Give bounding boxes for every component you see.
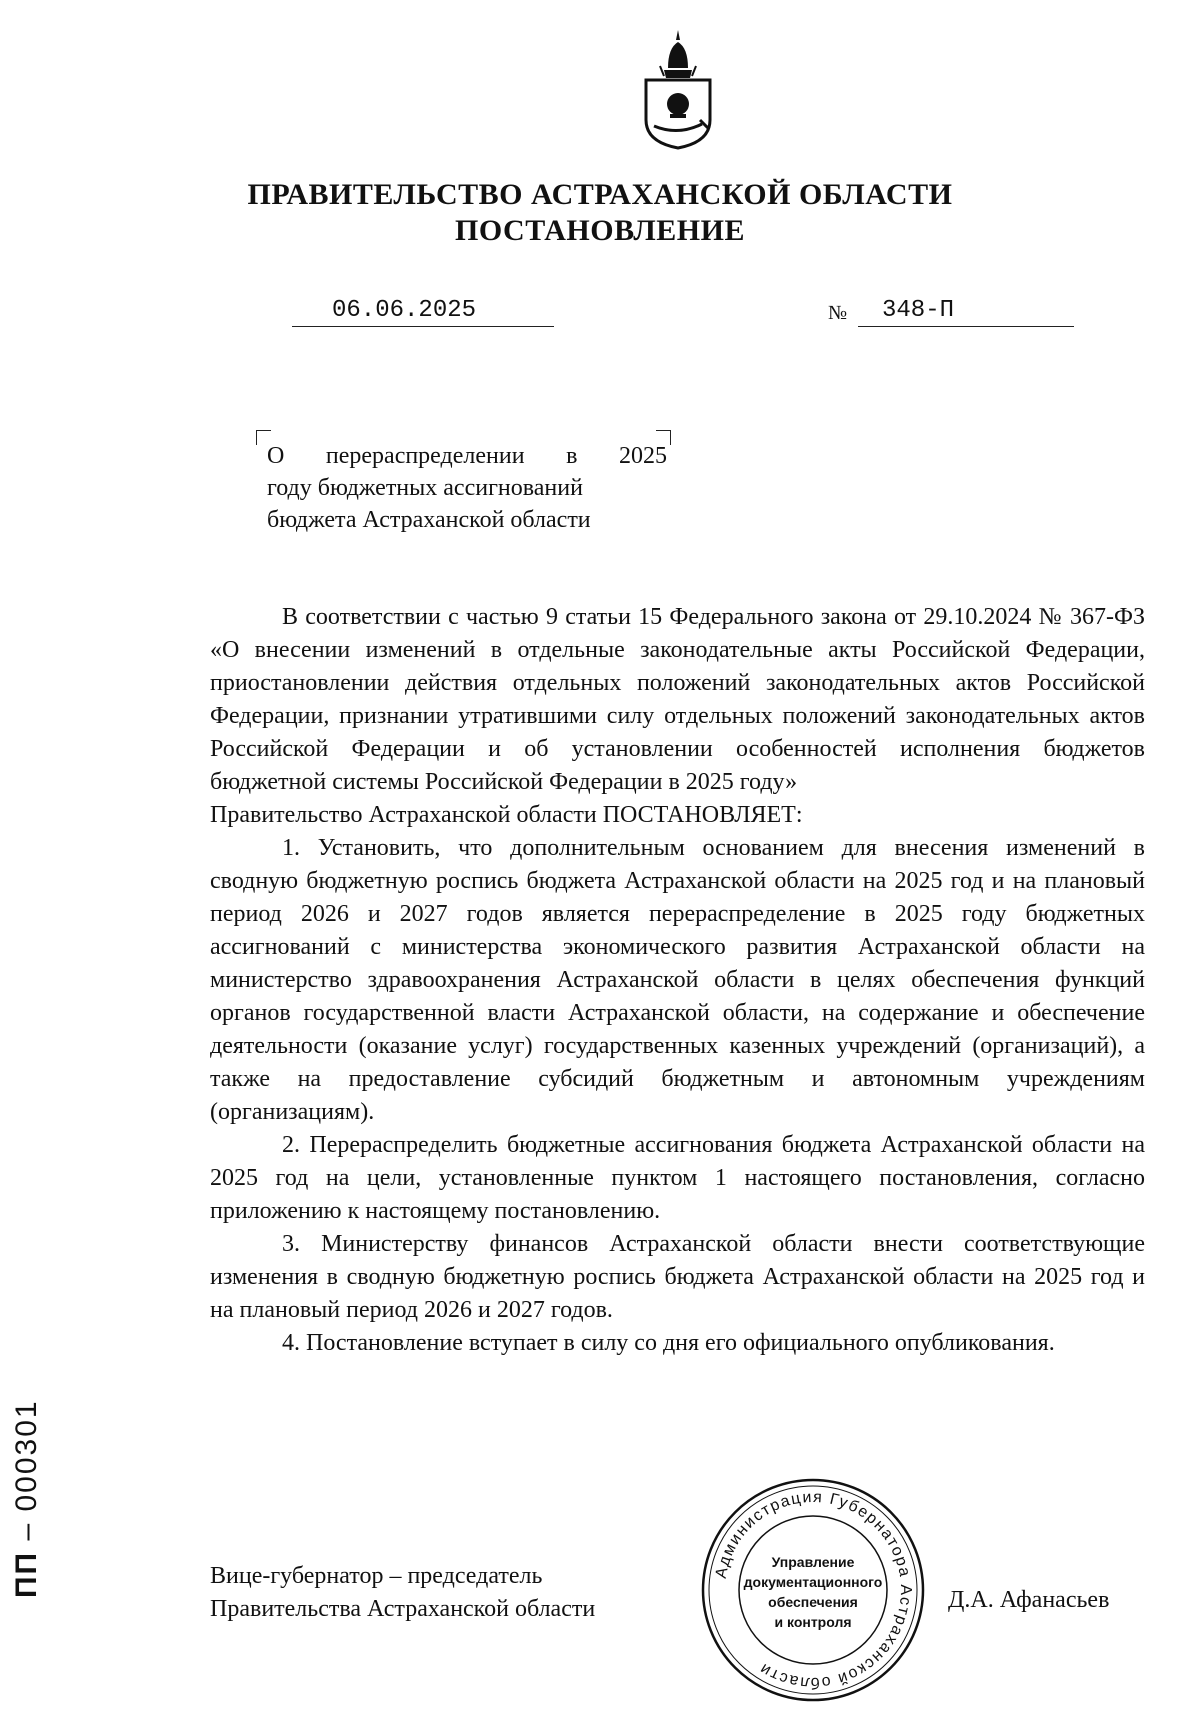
document-body bbox=[210, 601, 1145, 1360]
signer-position-line-1: Вице-губернатор – председатель bbox=[210, 1563, 543, 1589]
side-serial-stamp bbox=[10, 1399, 43, 1598]
stamp-number: 000301 bbox=[10, 1399, 43, 1512]
official-seal bbox=[698, 1475, 928, 1705]
number-sign: № bbox=[828, 302, 848, 324]
seal-center-line: и контроля bbox=[774, 1614, 852, 1630]
seal-center-line: документационного bbox=[743, 1574, 883, 1590]
seal-center-line: Управление bbox=[771, 1554, 855, 1570]
signer-name: Д.А. Афанасьев bbox=[948, 1587, 1110, 1613]
subject-line-2: году бюджетных ассигнований bbox=[267, 475, 583, 501]
item-paragraph: 3. Министерству финансов Астраханской области внести соответствующие изменения в сводную бюджетную роспись бюджета Астраханской области на 2025 год и на плановый период 2026 и 2027 годов. bbox=[210, 1231, 1145, 1323]
signer-position bbox=[210, 1560, 595, 1626]
stamp-separator: – bbox=[10, 1521, 43, 1541]
seal-ring-text: Администрация Губернатора Астраханской области bbox=[712, 1488, 915, 1692]
seal-center-line: обеспечения bbox=[768, 1594, 858, 1610]
subject-line-3: бюджета Астраханской области bbox=[267, 507, 591, 533]
item-paragraph: 4. Постановление вступает в силу со дня его официального опубликования. bbox=[282, 1330, 1055, 1356]
resolves-line: Правительство Астраханской области ПОСТАНОВЛЯЕТ: bbox=[210, 802, 803, 828]
item-paragraph: 1. Установить, что дополнительным основанием для внесения изменений в сводную бюджетную роспись бюджета Астраханской области на 2025 год и на плановый период 2026 и 2027 годов является перераспределение в 2025 году бюджетных ассигнований с министерства экономического развития Астраханской области на министерство здравоохранения Астраханской области в целях обеспечения функций органов государственной власти Астраханской области, на содержание и обеспечение деятельности (оказание услуг) государственных казенных учреждений (организаций), а также на предоставление субсидий бюджетным и автономным учреждениям (организациям). bbox=[210, 835, 1145, 1125]
preamble-paragraph: В соответствии с частью 9 статьи 15 Федерального закона от 29.10.2024 № 367-ФЗ «О внесении изменений в отдельные законодательные акты Российской Федерации, приостановлении действия отдельных положений законодательных актов Российской Федерации, признании утратившими силу отдельных положений законодательных актов Российской Федерации и об установлении особенностей исполнения бюджетов бюджетной системы Российской Федерации в 2025 году» bbox=[210, 604, 1145, 795]
coat-of-arms-icon bbox=[638, 28, 718, 150]
item-paragraph: 2. Перераспределить бюджетные ассигнования бюджета Астраханской области на 2025 год на цели, установленные пунктом 1 настоящего постановления, согласно приложению к настоящему постановлению. bbox=[210, 1132, 1145, 1224]
date-field bbox=[292, 292, 554, 327]
stamp-series: ПП bbox=[10, 1550, 43, 1598]
document-number: 348-П bbox=[882, 297, 955, 324]
signer-position-line-2: Правительства Астраханской области bbox=[210, 1596, 596, 1622]
number-field bbox=[858, 292, 1074, 327]
document-type: ПОСТАНОВЛЕНИЕ bbox=[455, 214, 745, 247]
document-date: 06.06.2025 bbox=[332, 297, 477, 324]
document-subject bbox=[267, 440, 667, 536]
subject-line-1: О перераспределении в 2025 bbox=[267, 443, 667, 469]
organization-title: ПРАВИТЕЛЬСТВО АСТРАХАНСКОЙ ОБЛАСТИ bbox=[247, 178, 953, 211]
